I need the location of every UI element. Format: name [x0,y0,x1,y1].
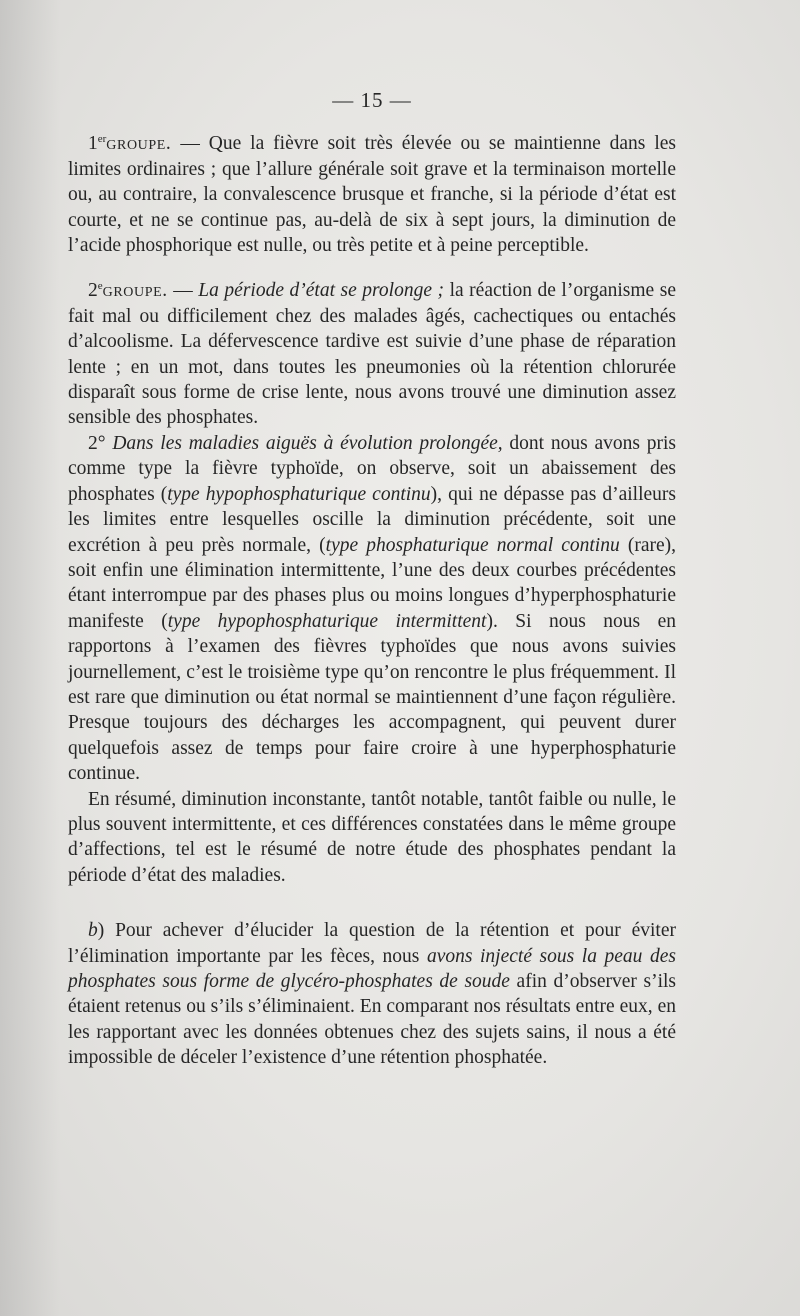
paragraph-summary [68,787,676,889]
group-2-label: groupe. [102,280,168,302]
group-2-text: la réaction de l’organisme se fait mal ou difficilement chez des malades âgés, cachectiques ou entachés d’alcoolisme. La défervescence tardive est suivie d’une phase de réparation lente ; en un mot, dans toutes les pneumonies où la rétention chlorurée disparaît sous forme de crise lente, nous avons trouvé une diminution assez sensible des phosphates. [68,280,676,429]
paragraph-group-2 [68,278,676,430]
group-1-text: — Que la fièvre soit très élevée ou se maintienne dans les limites ordinaires ; que l’allure générale soit grave et la terminaison mortelle ou, au contraire, la convalescence brusque et franche, si la période d’état est courte, et ne se continue pas, au-delà de six à sept jours, la diminution de l’acide phosphorique est nulle, ou très petite et à peine perceptible. [68,133,676,257]
page-shadow [0,0,60,1316]
group-1-number: 1 [88,133,98,155]
group-2-number: 2 [88,280,98,302]
group-1-label: groupe. [106,133,172,155]
para3-italic-4: type hypophosphaturique intermittent [167,610,487,632]
paragraph-group-1 [68,131,676,258]
para3-italic-1: Dans les maladies aiguës à évolution prolongée, [112,432,503,454]
para3-text-4: (rare), soit enfin une élimination intermittente, l’une des deux courbes précédentes étant interrompue par des phases plus ou moins longues d’hyperphosphaturie manifeste ( [68,534,676,632]
para3-italic-3: type phosphaturique normal continu [325,534,620,556]
group-2-dash: — [167,280,199,302]
page-number: — 15 — [332,88,412,112]
group-2-italic: La période d’état se prolonge ; [198,280,445,302]
para-b-label: b [88,920,98,942]
summary-text: En résumé, diminution inconstante, tantôt notable, tantôt faible ou nulle, le plus souvent intermittente, et ces différences constatées dans le même groupe d’affections, tel est le résumé de notre étude des phosphates pendant la période d’état des maladies. [68,788,676,886]
para3-text-2: dont nous avons pris comme type la fièvre typhoïde, on observe, soit un abaissement des phosphates ( [68,432,676,505]
para-b-text-1: ) Pour achever d’élucider la question de la rétention et pour éviter l’élimination importante par les fèces, nous [68,920,676,967]
paragraph-prolonged-diseases [68,431,676,787]
para3-text-3: ), qui ne dépasse pas d’ailleurs les limites entre lesquelles oscille la diminution précédente, soit une excrétion à peu près normale, ( [68,483,676,556]
para-b-text-2: afin d’observer s’ils étaient retenus ou s’ils s’éliminaient. En comparant nos résultats entre eux, en les rapportant avec les données obtenues chez des sujets sains, il nous a été impossible de déceler l’existence d’une rétention phosphatée. [68,971,676,1069]
para3-text-1: 2° [88,432,113,454]
page-text-block [68,88,676,1071]
para-b-italic-1: avons injecté sous la peau des phosphates sous forme de glycéro-phosphates de soude [68,945,676,992]
group-1-ordinal: er [97,133,107,146]
para3-italic-2: type hypophosphaturique continu [167,483,431,505]
paragraph-b [68,918,676,1070]
group-2-ordinal: e [97,280,103,293]
para3-text-5: ). Si nous nous en rapportons à l’examen des fièvres typhoïdes que nous avons suivies journellement, c’est le troisième type qu’on rencontre le plus fréquemment. Il est rare que diminution ou état normal se maintiennent d’une façon régulière. Presque toujours des décharges les accompagnent, qui peuvent durer quelquefois assez de temps pour faire croire à une hyperphosphaturie continue. [68,610,676,785]
